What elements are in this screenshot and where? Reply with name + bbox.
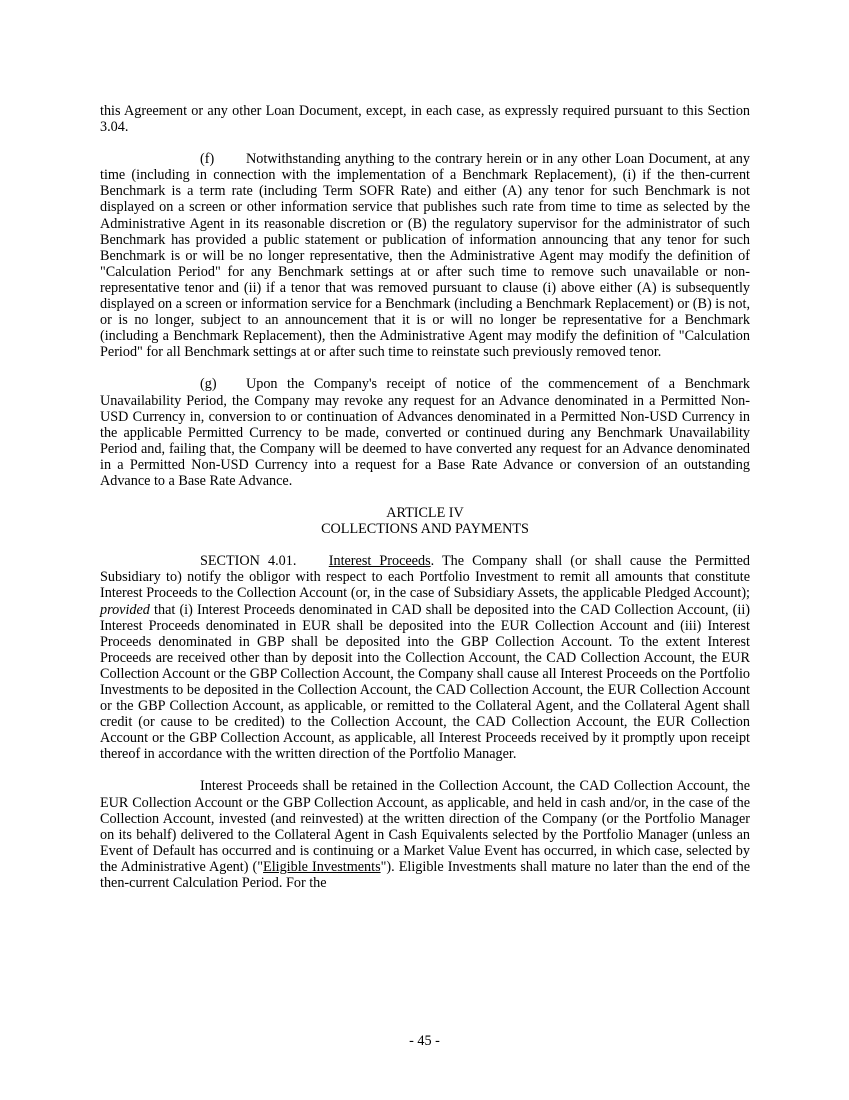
article-heading (100, 505, 750, 537)
retained-paragraph (100, 778, 750, 891)
paragraph-f-text: Notwithstanding anything to the contrary herein or in any other Loan Document, at any time (including in connection with the implementation of a Benchmark Replacement), (i) if the then-current Benchmark is a term rate (including Term SOFR Rate) and either (A) any tenor for such Benchmark is not displayed on a screen or other information service that publishes such rate from time to time as selected by the Administrative Agent in its reasonable discretion or (B) the regulatory supervisor for the administrator of such Benchmark has provided a public statement or publication of information announcing that any tenor for such Benchmark is or will be no longer representative, then the Administrative Agent may modify the definition of "Calculation Period" for any Benchmark settings at or after such time to remove such unavailable or non-representative tenor and (ii) if a tenor that was removed pursuant to clause (i) above either (A) is subsequently displayed on a screen or information service for a Benchmark (including a Benchmark Replacement) or (B) is not, or is no longer, subject to an announcement that it is or will no longer be representative for a Benchmark (including a Benchmark Replacement), then the Administrative Agent may modify the definition of "Calculation Period" for all Benchmark settings at or after such time to reinstate such previously removed tenor. (100, 151, 750, 361)
eligible-investments-term: Eligible Investments (263, 858, 381, 875)
paragraph-g-label: (g) (200, 376, 217, 393)
document-body (100, 103, 750, 891)
continuation-paragraph: this Agreement or any other Loan Document, except, in each case, as expressly required pursuant to this Section 3.04. (100, 103, 750, 136)
paragraph-g (100, 376, 750, 489)
article-title: COLLECTIONS AND PAYMENTS (321, 521, 529, 538)
section-4-01-text-a: . The Company shall (or shall cause the Permitted Subsidiary to) notify the obligor with respect to each Portfolio Investment to remit all amounts that constitute Interest Proceeds to the Collection Account (or, in the case of Subsidiary Assets, the applicable Pledged Account); (100, 553, 751, 602)
section-4-01-heading: Interest Proceeds (328, 553, 431, 570)
section-4-01-paragraph (100, 553, 750, 762)
page-number: - 45 - (409, 1033, 440, 1049)
paragraph-f (100, 151, 750, 360)
retained-text-b: "). Eligible Investments shall mature no later than the end of the then-current Calculation Period. For the (100, 858, 750, 892)
section-4-01-text-b: that (i) Interest Proceeds denominated in CAD shall be deposited into the CAD Collection Account, (ii) Interest Proceeds denominated in EUR shall be deposited into the EUR Collection Account and (iii) Interest Proceeds denominated in GBP shall be deposited into the GBP Collection Account. To the extent Interest Proceeds are received other than by deposit into the Collection Account, the CAD Collection Account, the EUR Collection Account or the GBP Collection Account, the Company shall cause all Interest Proceeds on the Portfolio Investments to be deposited in the Collection Account, the CAD Collection Account, the EUR Collection Account or the GBP Collection Account, as applicable, or remitted to the Collateral Agent, and the Collateral Agent shall credit (or cause to be credited) to the Collection Account, the CAD Collection Account, the EUR Collection Account or the GBP Collection Account, as applicable, all Interest Proceeds received by it promptly upon receipt thereof in accordance with the written direction of the Portfolio Manager. (100, 601, 750, 763)
retained-text-a: Interest Proceeds shall be retained in the Collection Account, the CAD Collection Account, the EUR Collection Account or the GBP Collection Account, as applicable, and held in cash and/or, in the case of the Collection Account, invested (and reinvested) at the written direction of the Company (or the Portfolio Manager on its behalf) delivered to the Collateral Agent in Cash Equivalents selected by the Portfolio Manager (unless an Event of Default has occurred and is continuing or a Market Value Event has occurred, in which case, selected by the Administrative Agent) (" (100, 778, 750, 875)
article-number: ARTICLE IV (386, 505, 464, 522)
paragraph-f-label: (f) (200, 151, 215, 168)
provided-term: provided (100, 601, 150, 618)
paragraph-g-text: Upon the Company's receipt of notice of the commencement of a Benchmark Unavailability Period, the Company may revoke any request for an Advance denominated in a Permitted Non-USD Currency in, conversion to or continuation of Advances denominated in a Permitted Non-USD Currency in the applicable Permitted Currency to be made, converted or continued during any Benchmark Unavailability Period and, failing that, the Company will be deemed to have converted any request for an Advance denominated in a Permitted Non-USD Currency into a request for a Base Rate Advance or conversion of an outstanding Advance to a Base Rate Advance. (100, 376, 750, 489)
section-4-01-number: SECTION 4.01. (200, 553, 297, 570)
